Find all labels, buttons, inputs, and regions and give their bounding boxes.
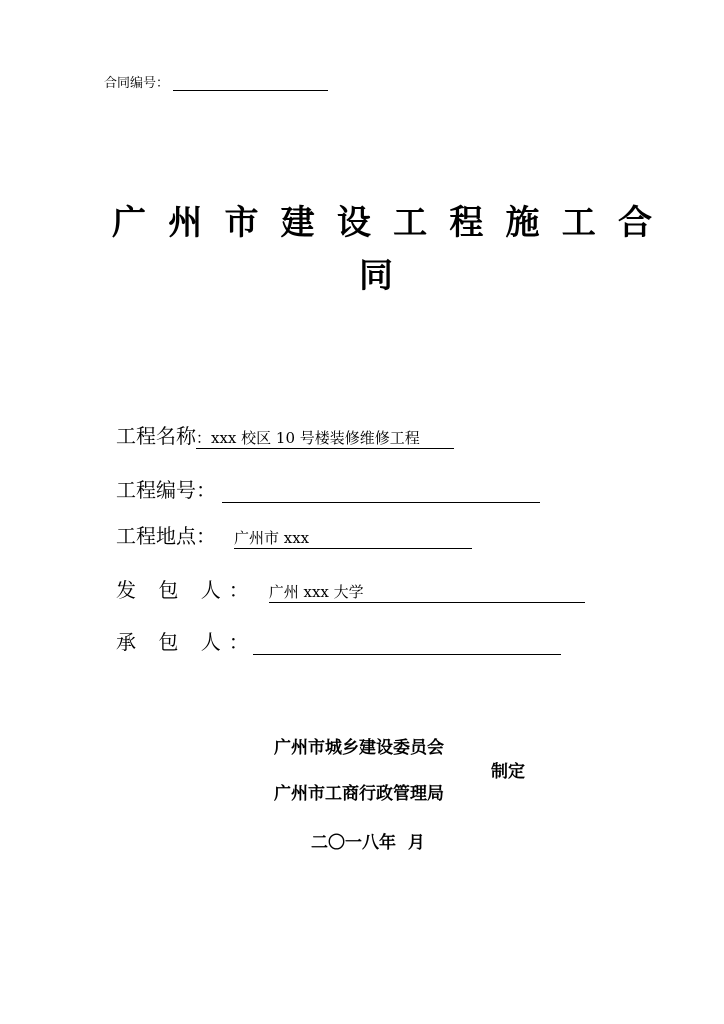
contract-title-line2: 同 [359, 256, 393, 296]
title-char: 广 [112, 203, 146, 243]
title-char: 工 [393, 203, 428, 243]
project-name-colon: ： [196, 429, 212, 447]
project-name-row [116, 423, 454, 449]
contractor-label: 承 包 人： [116, 630, 257, 654]
project-name-field[interactable] [196, 428, 454, 449]
contract-number-label: 合同编号： [104, 76, 170, 91]
contract-number-blank[interactable] [173, 76, 328, 91]
issue-date: 二〇一八年 月 [311, 833, 425, 853]
title-char: 市 [224, 203, 259, 243]
project-name-value: xxx 校区 10 号楼装修维修工程 [211, 429, 420, 447]
contractor-field[interactable] [253, 634, 561, 655]
contract-number-line [104, 72, 328, 91]
issuer-construction-committee: 广州市城乡建设委员会 [274, 738, 444, 758]
project-location-row [116, 523, 472, 549]
title-char: 设 [336, 203, 371, 243]
title-char: 程 [449, 203, 484, 243]
issuer-commerce-bureau: 广州市工商行政管理局 [274, 784, 444, 804]
project-number-field[interactable] [222, 482, 540, 503]
contract-title-line1 [112, 203, 652, 243]
title-char: 合 [617, 203, 652, 243]
project-name-label: 工程名称 [116, 424, 196, 448]
issuer-action: 制定 [491, 762, 525, 782]
project-location-value: 广州市 xxx [234, 529, 310, 547]
title-char: 建 [280, 203, 315, 243]
project-number-label: 工程编号： [116, 478, 216, 502]
title-char: 州 [168, 203, 203, 243]
contractor-row [116, 629, 561, 655]
employer-row [116, 577, 585, 603]
project-location-label: 工程地点： [116, 524, 216, 548]
project-location-field[interactable] [234, 528, 472, 549]
employer-label: 发 包 人： [116, 578, 257, 602]
employer-field[interactable] [269, 582, 585, 603]
employer-value: 广州 xxx 大学 [268, 583, 364, 601]
title-char: 工 [561, 203, 596, 243]
project-number-row [116, 477, 540, 503]
title-char: 施 [505, 203, 540, 243]
